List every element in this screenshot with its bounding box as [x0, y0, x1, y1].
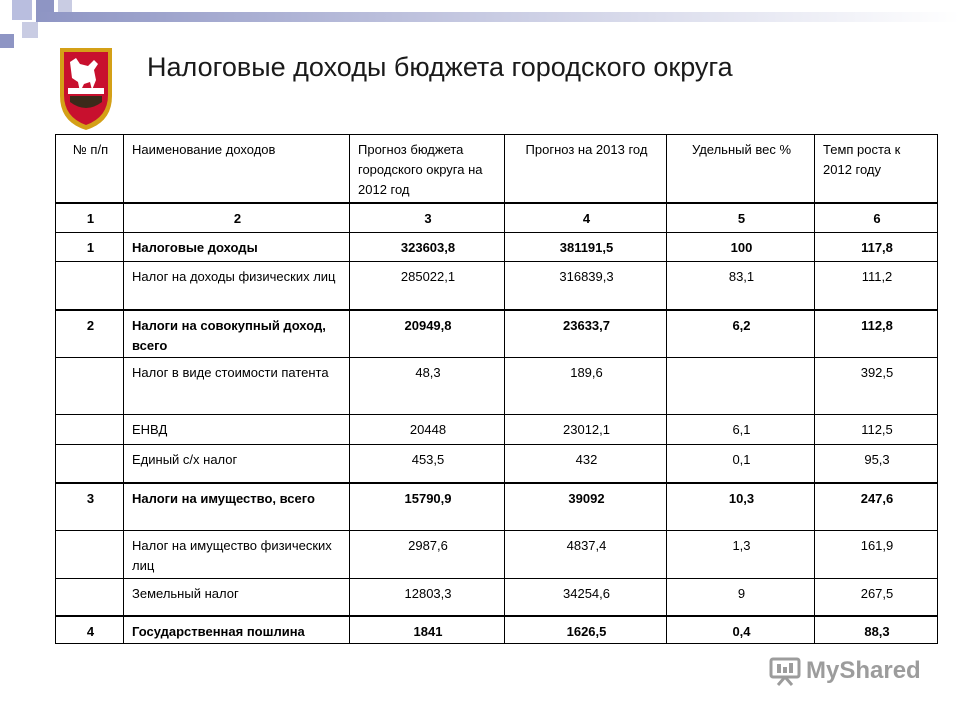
row-number	[56, 358, 124, 415]
table-row	[56, 445, 938, 483]
forecast-2013: 381191,5	[505, 233, 667, 262]
table-row	[56, 262, 938, 310]
revenue-name: Налог на имущество физических лиц	[124, 531, 350, 579]
table-row	[56, 579, 938, 616]
row-number: 4	[56, 616, 124, 644]
forecast-2013: 39092	[505, 483, 667, 531]
revenue-name: Налог в виде стоимости патента	[124, 358, 350, 415]
revenue-name: Единый с/х налог	[124, 445, 350, 483]
row-number	[56, 445, 124, 483]
watermark-text: MyShared	[806, 657, 921, 684]
forecast-2012: 2987,6	[350, 531, 505, 579]
row-number	[56, 415, 124, 445]
table-row	[56, 310, 938, 358]
forecast-2012: 20448	[350, 415, 505, 445]
revenue-name: Налоги на имущество, всего	[124, 483, 350, 531]
table-header-row	[56, 135, 938, 203]
growth-rate: 111,2	[815, 262, 938, 310]
watermark	[768, 656, 921, 686]
growth-rate: 112,8	[815, 310, 938, 358]
table-row	[56, 483, 938, 531]
row-number: 3	[56, 483, 124, 531]
growth-rate: 117,8	[815, 233, 938, 262]
forecast-2013: 316839,3	[505, 262, 667, 310]
corner-square	[58, 0, 72, 12]
column-number-cell: 4	[505, 203, 667, 233]
row-number	[56, 262, 124, 310]
row-number	[56, 531, 124, 579]
header-cell: Наименование доходов	[124, 135, 350, 203]
share-percent: 83,1	[667, 262, 815, 310]
share-percent: 9	[667, 579, 815, 616]
column-number-cell: 5	[667, 203, 815, 233]
header-cell: Темп роста к 2012 году	[815, 135, 938, 203]
forecast-2012: 285022,1	[350, 262, 505, 310]
column-number-row	[56, 203, 938, 233]
growth-rate: 112,5	[815, 415, 938, 445]
forecast-2013: 34254,6	[505, 579, 667, 616]
revenue-name: Налоги на совокупный доход, всего	[124, 310, 350, 358]
forecast-2012: 1841	[350, 616, 505, 644]
revenue-name: Государственная пошлина	[124, 616, 350, 644]
page-title: Налоговые доходы бюджета городского округа	[147, 52, 733, 82]
column-number-cell: 6	[815, 203, 938, 233]
column-number-cell: 3	[350, 203, 505, 233]
coat-of-arms-logo	[56, 44, 116, 132]
forecast-2013: 432	[505, 445, 667, 483]
forecast-2013: 4837,4	[505, 531, 667, 579]
row-number: 2	[56, 310, 124, 358]
forecast-2013: 189,6	[505, 358, 667, 415]
corner-square	[0, 34, 14, 48]
forecast-2013: 1626,5	[505, 616, 667, 644]
revenue-name: Налог на доходы физических лиц	[124, 262, 350, 310]
growth-rate: 267,5	[815, 579, 938, 616]
share-percent: 0,1	[667, 445, 815, 483]
column-number-cell: 2	[124, 203, 350, 233]
share-percent	[667, 358, 815, 415]
row-number	[56, 579, 124, 616]
header-cell: Прогноз на 2013 год	[505, 135, 667, 203]
corner-square	[22, 22, 38, 38]
column-number-cell: 1	[56, 203, 124, 233]
growth-rate: 247,6	[815, 483, 938, 531]
forecast-2012: 453,5	[350, 445, 505, 483]
revenue-name: ЕНВД	[124, 415, 350, 445]
share-percent: 6,1	[667, 415, 815, 445]
forecast-2012: 20949,8	[350, 310, 505, 358]
growth-rate: 95,3	[815, 445, 938, 483]
header-cell: Прогноз бюджета городского округа на 2012 год	[350, 135, 505, 203]
row-number: 1	[56, 233, 124, 262]
table-row	[56, 233, 938, 262]
tax-revenue-table	[55, 134, 938, 644]
presentation-board-icon	[768, 656, 802, 686]
forecast-2012: 323603,8	[350, 233, 505, 262]
growth-rate: 88,3	[815, 616, 938, 644]
share-percent: 6,2	[667, 310, 815, 358]
forecast-2013: 23012,1	[505, 415, 667, 445]
header-cell: № п/п	[56, 135, 124, 203]
share-percent: 1,3	[667, 531, 815, 579]
growth-rate: 161,9	[815, 531, 938, 579]
table-row	[56, 531, 938, 579]
growth-rate: 392,5	[815, 358, 938, 415]
table-row	[56, 415, 938, 445]
forecast-2013: 23633,7	[505, 310, 667, 358]
revenue-name: Налоговые доходы	[124, 233, 350, 262]
table-row	[56, 358, 938, 415]
share-percent: 100	[667, 233, 815, 262]
revenue-name: Земельный налог	[124, 579, 350, 616]
corner-square	[12, 0, 32, 20]
share-percent: 0,4	[667, 616, 815, 644]
forecast-2012: 12803,3	[350, 579, 505, 616]
forecast-2012: 48,3	[350, 358, 505, 415]
share-percent: 10,3	[667, 483, 815, 531]
forecast-2012: 15790,9	[350, 483, 505, 531]
table-row	[56, 616, 938, 644]
header-cell: Удельный вес %	[667, 135, 815, 203]
header-accent-bar	[36, 12, 960, 22]
